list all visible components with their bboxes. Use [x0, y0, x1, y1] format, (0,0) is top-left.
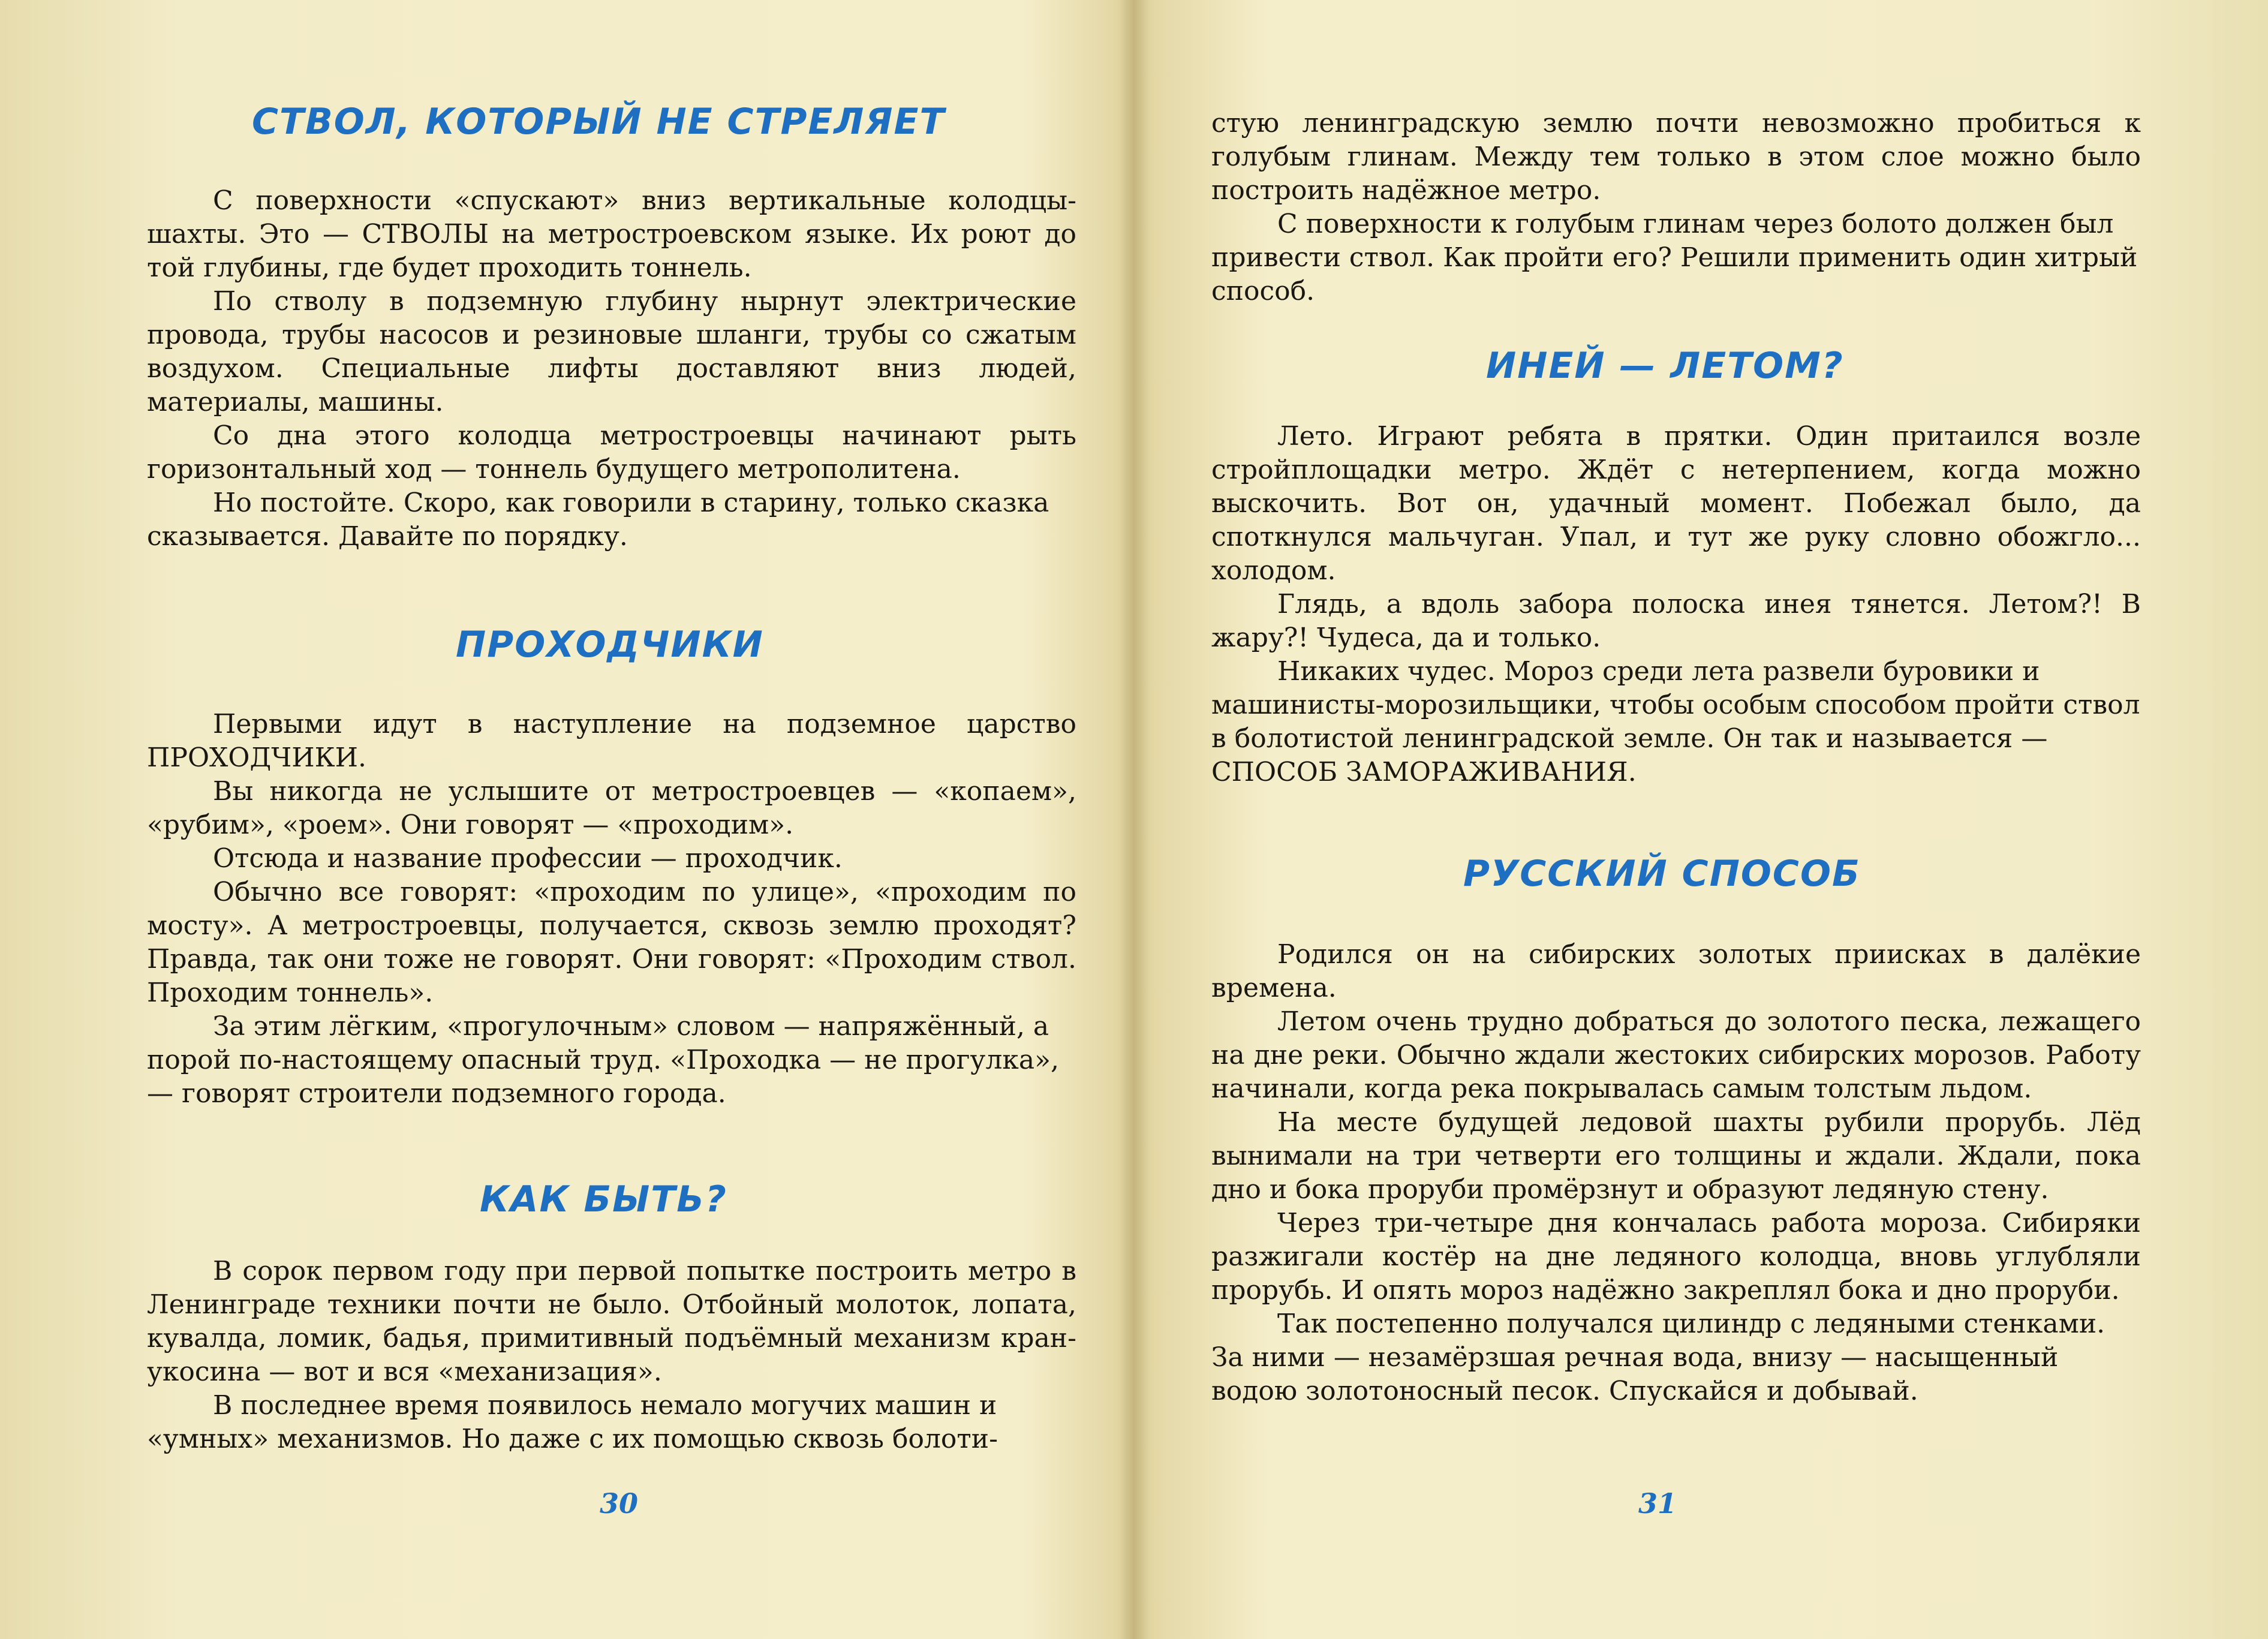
heading-kak-byt: КАК БЫТЬ?: [480, 1178, 727, 1220]
paragraph: Через три-четыре дня кончалась работа мороза. Сибиряки разжигали костёр на дне ледяного колодца, вновь углубляли прорубь. И опять мороз надёжно закреплял бока и дно проруби.: [1211, 1208, 2141, 1306]
paragraph: Родился он на сибирских золотых приисках в далёкие времена.: [1211, 939, 2141, 1003]
heading-stvol: СТВОЛ, КОТОРЫЙ НЕ СТРЕЛЯЕТ: [252, 101, 946, 143]
paragraph: С поверхности к голубым глинам через болото должен был привести ствол. Как пройти его? Решили применить один хитрый способ.: [1211, 209, 2138, 306]
paragraph: Глядь, а вдоль забора полоска инея тянется. Летом?! В жару?! Чудеса, да и только.: [1211, 589, 2141, 653]
paragraph: Лето. Играют ребята в прятки. Один притаился возле стройплощадки метро. Ждёт с нетерпением, когда можно выскочить. Вот он, удачный момент. Побежал было, да споткнулся мальчуган. Упал, и тут же руку словно обожгло... холодом.: [1211, 421, 2141, 586]
paragraph: Никаких чудес. Мороз среди лета развели буровики и машинисты-морозильщики, чтобы особым способом пройти ствол в болотистой ленинградской земле. Он так и называется — СПОСОБ ЗАМОРАЖИВАНИЯ.: [1211, 656, 2140, 787]
paragraph: Летом очень трудно добраться до золотого песка, лежащего на дне реки. Обычно ждали жестоких сибирских морозов. Работу начинали, когда река покрывалась самым толстым льдом.: [1211, 1006, 2141, 1104]
paragraph: По стволу в подземную глубину нырнут электрические провода, трубы насосов и резиновые шланги, трубы со сжатым воздухом. Специальные лифты доставляют вниз людей, материалы, машины.: [147, 286, 1076, 417]
paragraph: В последнее время появилось немало могучих машин и «умных» механизмов. Но даже с их помощью сквозь болоти-: [147, 1390, 998, 1454]
page-number: 31: [1638, 1487, 1677, 1520]
paragraph: С поверхности «спускают» вниз вертикальные колодцы-шахты. Это — СТВОЛЫ на метростроевском языке. Их роют до той глубины, где будет проходить тоннель.: [147, 185, 1076, 283]
paragraph: В сорок первом году при первой попытке построить метро в Ленинграде техники почти не было. Отбойный молоток, лопата, кувалда, ломик, бадья, примитивный подъёмный механизм кран-укосина — вот и вся «механизация».: [147, 1256, 1076, 1387]
heading-iney-letom: ИНЕЙ — ЛЕТОМ?: [1486, 345, 1844, 387]
heading-russkiy-sposob: РУССКИЙ СПОСОБ: [1463, 853, 1861, 895]
paragraph: Первыми идут в наступление на подземное царство ПРОХОДЧИКИ.: [147, 709, 1076, 773]
paragraph: На месте будущей ледовой шахты рубили прорубь. Лёд вынимали на три четверти его толщины и ждали. Ждали, пока дно и бока проруби промёрзнут и образуют ледяную стену.: [1211, 1107, 2141, 1205]
paragraph: За этим лёгким, «прогулочным» словом — напряжённый, а порой по-настоящему опасный труд. «Проходка — не прогулка», — говорят строители подземного города.: [147, 1011, 1060, 1109]
paragraph: Но постойте. Скоро, как говорили в старину, только сказка сказывается. Давайте по порядку.: [147, 488, 1049, 552]
right-page: [1139, 0, 2268, 1639]
text-block-russkiy-sposob: [1211, 938, 2141, 1408]
left-page: [0, 0, 1127, 1639]
paragraph: Вы никогда не услышите от метростроевцев — «копаем», «рубим», «роем». Они говорят — «проходим».: [147, 776, 1076, 840]
paragraph: Со дна этого колодца метростроевцы начинают рыть горизонтальный ход — тоннель будущего метрополитена.: [147, 420, 1076, 485]
text-block-iney: [1211, 420, 2141, 789]
text-block-prokhodchiki: [147, 708, 1076, 1111]
text-block-continuation: [1211, 107, 2141, 308]
paragraph: стую ленинградскую землю почти невозможно пробиться к голубым глинам. Между тем только в этом слое можно было построить надёжное метро.: [1211, 108, 2141, 206]
paragraph: Обычно все говорят: «проходим по улице», «проходим по мосту». А метростроевцы, получается, сквозь землю проходят? Правда, так они тоже не говорят. Они говорят: «Проходим ствол. Проходим тоннель».: [147, 877, 1076, 1008]
text-block-stvol: [147, 184, 1076, 554]
paragraph: Отсюда и название профессии — проходчик.: [213, 843, 843, 874]
text-block-kak-byt: [147, 1255, 1076, 1456]
page-number: 30: [600, 1487, 639, 1520]
paragraph: Так постепенно получался цилиндр с ледяными стенками. За ними — незамёрзшая речная вода, внизу — насыщенный водою золотоносный песок. Спускайся и добывай.: [1211, 1309, 2105, 1406]
heading-prokhodchiki: ПРОХОДЧИКИ: [456, 624, 764, 666]
